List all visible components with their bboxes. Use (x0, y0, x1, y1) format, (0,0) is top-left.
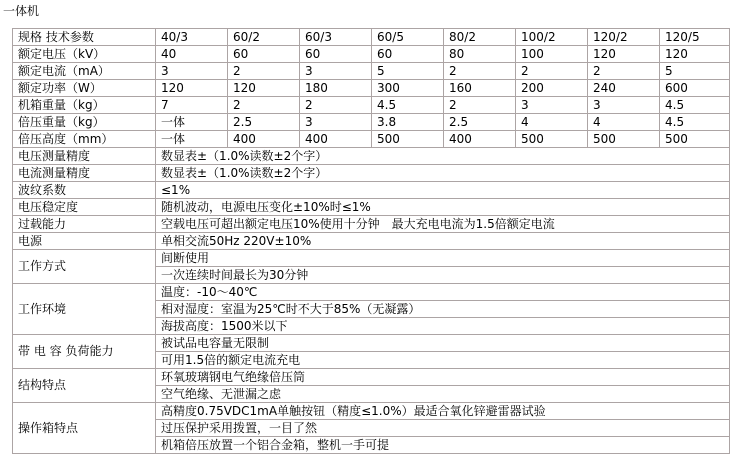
info-row (13, 233, 730, 250)
spec-value-cell: 3 (156, 63, 228, 80)
page-title: 一体机 (3, 4, 40, 18)
info-row (13, 403, 730, 420)
spec-row (13, 80, 730, 97)
spec-value-cell: 2 (444, 63, 516, 80)
info-value-cell: 海拔高度：1500米以下 (156, 318, 730, 335)
row-label: 倍压重量（kg） (13, 114, 156, 131)
spec-value-cell: 240 (588, 80, 660, 97)
info-row (13, 165, 730, 182)
row-label: 电源 (13, 233, 156, 250)
spec-value-cell: 400 (444, 131, 516, 148)
column-header: 80/2 (444, 29, 516, 46)
row-label: 额定功率（W） (13, 80, 156, 97)
info-value-cell: 相对湿度：室温为25℃时不大于85%（无凝露） (156, 301, 730, 318)
row-label: 电压测量精度 (13, 148, 156, 165)
spec-value-cell: 4.5 (372, 97, 444, 114)
spec-value-cell: 2 (588, 63, 660, 80)
info-value-cell: 过压保护采用拨置，一目了然 (156, 420, 730, 437)
spec-value-cell: 120 (660, 46, 730, 63)
spec-value-cell: 5 (660, 63, 730, 80)
spec-row (13, 97, 730, 114)
spec-row (13, 46, 730, 63)
spec-value-cell: 3 (516, 97, 588, 114)
spec-value-cell: 一体 (156, 131, 228, 148)
row-label: 额定电流（mA） (13, 63, 156, 80)
spec-table-body (13, 29, 730, 454)
row-label: 结构特点 (13, 369, 156, 403)
spec-value-cell: 120 (588, 46, 660, 63)
column-header: 100/2 (516, 29, 588, 46)
spec-value-cell: 2 (300, 97, 372, 114)
info-value-cell: 一次连续时间最长为30分钟 (156, 267, 730, 284)
info-value-cell: ≤1% (156, 182, 730, 199)
info-row (13, 148, 730, 165)
spec-value-cell: 2 (228, 97, 300, 114)
info-value-cell: 单相交流50Hz 220V±10% (156, 233, 730, 250)
info-value-cell: 可用1.5倍的额定电流充电 (156, 352, 730, 369)
spec-value-cell: 2.5 (444, 114, 516, 131)
row-label: 电流测量精度 (13, 165, 156, 182)
info-row (13, 335, 730, 352)
spec-value-cell: 3 (588, 97, 660, 114)
info-value-cell: 高精度0.75VDC1mA单触按钮（精度≤1.0%）最适合氧化锌避雷器试验 (156, 403, 730, 420)
spec-value-cell: 300 (372, 80, 444, 97)
column-header: 60/2 (228, 29, 300, 46)
column-header: 60/3 (300, 29, 372, 46)
spec-value-cell: 3 (300, 114, 372, 131)
spec-value-cell: 2.5 (228, 114, 300, 131)
info-row (13, 284, 730, 301)
spec-value-cell: 120 (156, 80, 228, 97)
row-label: 波纹系数 (13, 182, 156, 199)
spec-value-cell: 7 (156, 97, 228, 114)
spec-value-cell: 100 (516, 46, 588, 63)
spec-value-cell: 5 (372, 63, 444, 80)
column-header: 120/5 (660, 29, 730, 46)
spec-value-cell: 180 (300, 80, 372, 97)
spec-value-cell: 80 (444, 46, 516, 63)
spec-value-cell: 3 (300, 63, 372, 80)
spec-value-cell: 200 (516, 80, 588, 97)
spec-value-cell: 4 (516, 114, 588, 131)
spec-value-cell: 60 (372, 46, 444, 63)
row-label: 机箱重量（kg） (13, 97, 156, 114)
spec-value-cell: 4.5 (660, 114, 730, 131)
row-label: 电压稳定度 (13, 199, 156, 216)
spec-value-cell: 500 (372, 131, 444, 148)
column-header: 120/2 (588, 29, 660, 46)
row-label: 工作环境 (13, 284, 156, 335)
info-value-cell: 空载电压可超出额定电压10%使用十分钟 最大充电电流为1.5倍额定电流 (156, 216, 730, 233)
info-value-cell: 温度：-10～40℃ (156, 284, 730, 301)
info-value-cell: 空气绝缘、无泄漏之虑 (156, 386, 730, 403)
row-label: 带 电 容 负荷能力 (13, 335, 156, 369)
spec-value-cell: 2 (228, 63, 300, 80)
spec-value-cell: 500 (516, 131, 588, 148)
spec-value-cell: 600 (660, 80, 730, 97)
info-value-cell: 间断使用 (156, 250, 730, 267)
info-value-cell: 数显表±（1.0%读数±2个字） (156, 148, 730, 165)
spec-value-cell: 2 (516, 63, 588, 80)
row-label: 工作方式 (13, 250, 156, 284)
spec-value-cell: 一体 (156, 114, 228, 131)
spec-value-cell: 60 (300, 46, 372, 63)
info-value-cell: 随机波动，电源电压变化±10%时≤1% (156, 199, 730, 216)
spec-value-cell: 120 (228, 80, 300, 97)
spec-row (13, 131, 730, 148)
info-value-cell: 被试品电容量无限制 (156, 335, 730, 352)
spec-value-cell: 60 (228, 46, 300, 63)
spec-row (13, 114, 730, 131)
spec-value-cell: 500 (588, 131, 660, 148)
spec-row (13, 63, 730, 80)
spec-value-cell: 400 (228, 131, 300, 148)
spec-value-cell: 4 (588, 114, 660, 131)
column-header: 40/3 (156, 29, 228, 46)
info-row (13, 182, 730, 199)
spec-table (12, 28, 730, 454)
row-label: 过载能力 (13, 216, 156, 233)
info-row (13, 369, 730, 386)
spec-value-cell: 4.5 (660, 97, 730, 114)
column-header: 60/5 (372, 29, 444, 46)
info-row (13, 199, 730, 216)
info-row (13, 250, 730, 267)
info-value-cell: 环氧玻璃钢电气绝缘倍压筒 (156, 369, 730, 386)
spec-value-cell: 40 (156, 46, 228, 63)
header-label: 规格 技术参数 (13, 29, 156, 46)
spec-value-cell: 400 (300, 131, 372, 148)
spec-value-cell: 160 (444, 80, 516, 97)
info-row (13, 216, 730, 233)
spec-value-cell: 2 (444, 97, 516, 114)
header-row (13, 29, 730, 46)
row-label: 倍压高度（mm） (13, 131, 156, 148)
info-value-cell: 机箱倍压放置一个铝合金箱，整机一手可提 (156, 437, 730, 454)
row-label: 额定电压（kV） (13, 46, 156, 63)
row-label: 操作箱特点 (13, 403, 156, 454)
info-value-cell: 数显表±（1.0%读数±2个字） (156, 165, 730, 182)
spec-value-cell: 500 (660, 131, 730, 148)
spec-value-cell: 3.8 (372, 114, 444, 131)
